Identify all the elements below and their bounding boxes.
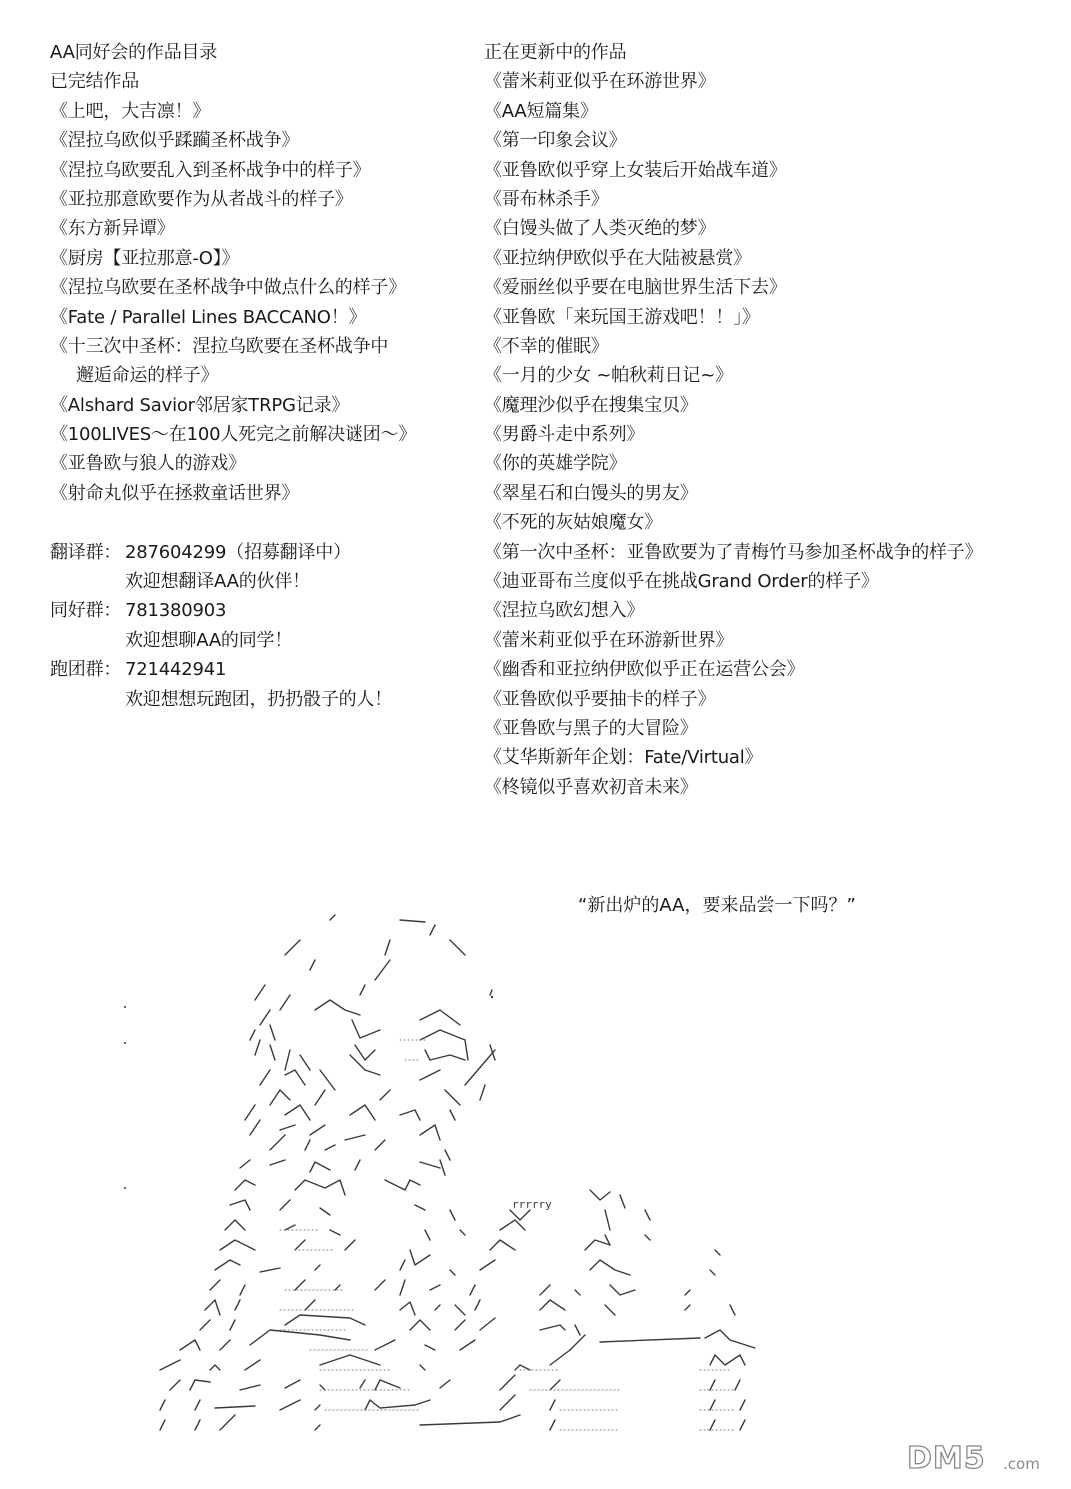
work-title: 《一月的少女 ~帕秋莉日记~》 — [484, 365, 733, 387]
work-title: 《AA短篇集》 — [484, 100, 598, 122]
fan-group-note: 欢迎想聊AA的同学！ — [125, 629, 293, 651]
trpg-group-number: 721442941 — [125, 659, 227, 681]
work-title: 《蕾米莉亚似乎在环游世界》 — [484, 71, 716, 93]
work-title: 《爱丽丝似乎要在电脑世界生活下去》 — [484, 277, 787, 299]
trpg-group-label: 跑团群： — [50, 659, 122, 681]
ascii-art-character-illustration — [120, 910, 770, 1435]
work-title: 《亚鲁欧「来玩国王游戏吧！！」》 — [484, 306, 760, 328]
translation-group-note: 欢迎想翻译AA的伙伴！ — [125, 571, 310, 593]
fan-group-row — [50, 596, 470, 625]
watermark-suffix: .com — [1003, 1455, 1040, 1473]
work-title: 《Alshard Savior邻居家TRPG记录》 — [50, 394, 350, 416]
work-title: 《第一印象会议》 — [484, 130, 627, 152]
svg-text:rrrrry: rrrrry — [512, 1198, 552, 1211]
site-watermark — [907, 1441, 1057, 1479]
fan-group-number: 781380903 — [125, 600, 227, 622]
work-title: 《涅拉乌欧似乎蹂躏圣杯战争》 — [50, 130, 300, 152]
finished-works-header: 已完结作品 — [50, 71, 139, 93]
work-title: 《亚鲁欧与狼人的游戏》 — [50, 453, 246, 475]
work-title: 《100LIVES～在100人死完之前解决谜团～》 — [50, 424, 417, 446]
work-title: 《射命丸似乎在拯救童话世界》 — [50, 482, 300, 504]
work-title: 《迪亚哥布兰度似乎在挑战Grand Order的样子》 — [484, 571, 879, 593]
fan-group-label: 同好群： — [50, 600, 122, 622]
work-title: 《魔理沙似乎在搜集宝贝》 — [484, 394, 698, 416]
work-title: 《东方新异谭》 — [50, 218, 175, 240]
work-title: 《上吧，大吉凛！》 — [50, 100, 211, 122]
translation-group-number: 287604299（招募翻译中） — [125, 541, 351, 563]
work-title: 《白馒头做了人类灭绝的梦》 — [484, 218, 716, 240]
work-title: 《柊镜似乎喜欢初音未来》 — [484, 776, 698, 798]
work-title: 《亚鲁欧似乎穿上女装后开始战车道》 — [484, 159, 787, 181]
work-title: 《哥布林杀手》 — [484, 188, 609, 210]
work-title: 《涅拉乌欧幻想入》 — [484, 600, 645, 622]
work-title: 《蕾米莉亚似乎在环游新世界》 — [484, 629, 734, 651]
work-title-continuation: 邂逅命运的样子》 — [76, 365, 219, 387]
catalog-header: AA同好会的作品目录 — [50, 42, 218, 63]
work-title: 《不死的灰姑娘魔女》 — [484, 512, 662, 534]
watermark-logo: DM5 — [907, 1441, 986, 1476]
work-title: 《你的英雄学院》 — [484, 453, 627, 475]
spacer — [50, 508, 470, 537]
trpg-group-note: 欢迎想想玩跑团，扔扔骰子的人！ — [125, 688, 392, 710]
translation-group-label: 翻译群： — [50, 541, 122, 563]
work-title: 《翠星石和白馒头的男友》 — [484, 482, 698, 504]
ongoing-works-header: 正在更新中的作品 — [484, 42, 627, 63]
work-title: 《厨房【亚拉那意-O】》 — [50, 247, 240, 269]
work-title: 《亚鲁欧与黑子的大冒险》 — [484, 717, 698, 739]
ongoing-works-column — [484, 38, 1044, 802]
finished-works-column — [50, 38, 470, 714]
work-title: 《不幸的催眠》 — [484, 335, 609, 357]
work-title: 《Fate / Parallel Lines BACCANO！》 — [50, 306, 367, 328]
work-title: 《亚鲁欧似乎要抽卡的样子》 — [484, 688, 716, 710]
work-title: 《男爵斗走中系列》 — [484, 424, 645, 446]
work-title: 《十三次中圣杯：涅拉乌欧要在圣杯战争中 — [50, 335, 389, 357]
work-title: 《第一次中圣杯：亚鲁欧要为了青梅竹马参加圣杯战争的样子》 — [484, 541, 983, 563]
work-title: 《亚拉纳伊欧似乎在大陆被悬赏》 — [484, 247, 751, 269]
speech-quote: “新出炉的AA，要来品尝一下吗？” — [578, 895, 856, 916]
work-title: 《亚拉那意欧要作为从者战斗的样子》 — [50, 188, 353, 210]
work-title: 《涅拉乌欧要乱入到圣杯战争中的样子》 — [50, 159, 371, 181]
work-title: 《涅拉乌欧要在圣杯战争中做点什么的样子》 — [50, 277, 406, 299]
work-title: 《艾华斯新年企划：Fate/Virtual》 — [484, 747, 763, 769]
trpg-group-row — [50, 655, 470, 684]
work-title: 《幽香和亚拉纳伊欧似乎正在运营公会》 — [484, 659, 805, 681]
translation-group-row — [50, 538, 470, 567]
